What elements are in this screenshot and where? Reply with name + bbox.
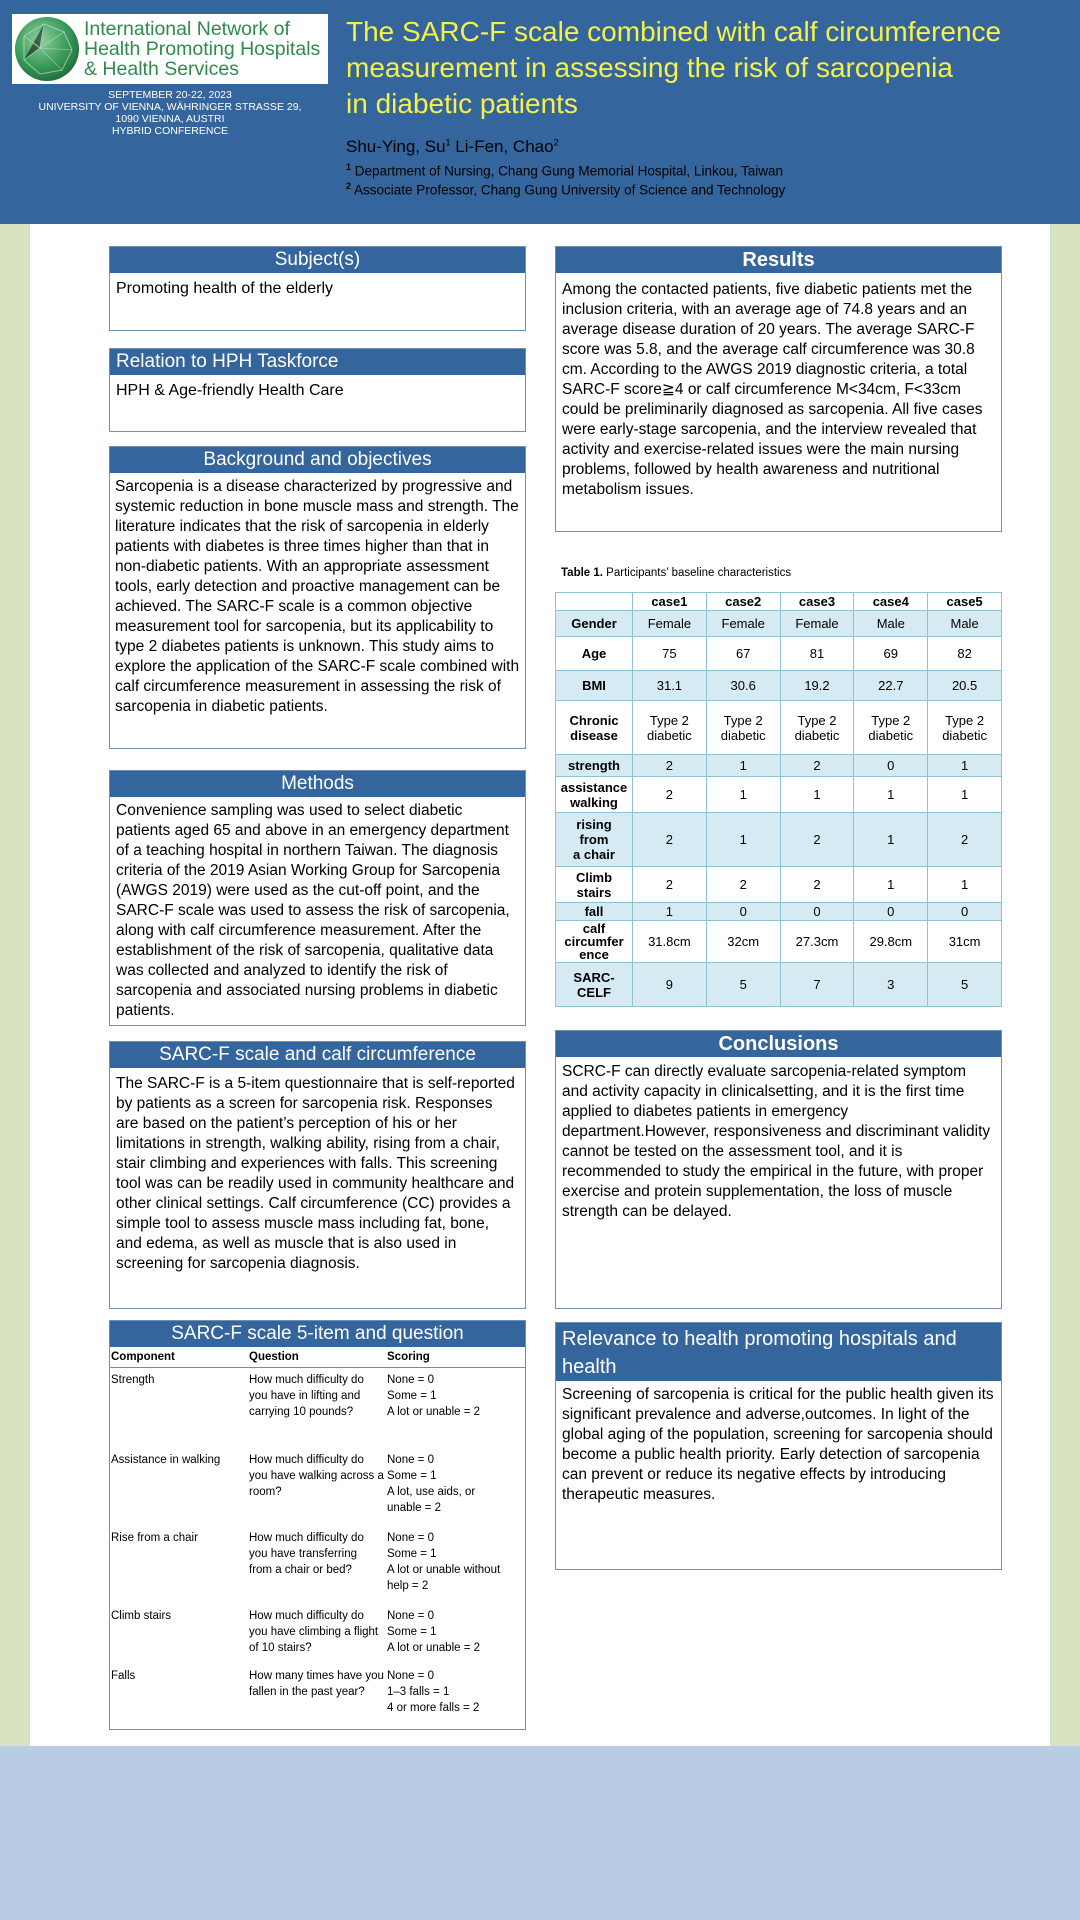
question-line: of 10 stairs? (249, 1641, 312, 1654)
conference-line: 1090 VIENNA, AUSTRI (115, 113, 225, 125)
question-cell (248, 1604, 386, 1664)
cell-line: Type 2 (945, 712, 985, 728)
logo-line: & Health Services (84, 58, 239, 80)
scoring-line: None = 0 (387, 1609, 434, 1622)
scoring-cell (386, 1368, 525, 1448)
table-row (110, 1664, 525, 1716)
row-label: Gender (556, 611, 633, 637)
conclusions-heading: Conclusions (556, 1031, 1001, 1057)
question-cell (248, 1448, 386, 1526)
scoring-cell (386, 1604, 525, 1664)
table-cell: 2 (780, 755, 854, 777)
table-cell: 1 (706, 813, 780, 867)
table-caption (561, 567, 791, 579)
characteristics-table (555, 592, 1002, 1007)
table-cell: 31.8cm (633, 921, 707, 963)
poster-header (0, 0, 1080, 224)
question-cell (248, 1526, 386, 1604)
case-header: case3 (780, 593, 854, 611)
table-cell: 5 (706, 963, 780, 1007)
row-label (556, 921, 633, 963)
table-cell: 2 (706, 867, 780, 903)
table-cell: 1 (706, 777, 780, 813)
table-row (556, 611, 1002, 637)
table-cell: 1 (780, 777, 854, 813)
side-band-right (1050, 224, 1080, 1746)
logo-line: Health Promoting Hospitals (84, 38, 321, 60)
poster-title (346, 14, 1046, 122)
table-cell: 19.2 (780, 671, 854, 701)
table-row (556, 921, 1002, 963)
affiliation (346, 181, 785, 198)
subject-heading: Subject(s) (110, 247, 525, 273)
row-label (556, 813, 633, 867)
scoring-line: A lot or unable without (387, 1563, 501, 1576)
scoring-line: Some = 1 (387, 1390, 437, 1402)
table-row (110, 1368, 525, 1448)
relevance-text: Screening of sarcopenia is critical for the public health given its significant prevalence and adverse,outcomes. In light of the global aging of the population, screening for sarcopenia should become a public health priority. Early detection of sarcopenia can prevent or reduce its negative effects by introducing therapeutic measures. (562, 1386, 994, 1503)
table-cell: 0 (854, 903, 928, 921)
table-cell: 3 (854, 963, 928, 1007)
cell-line: Type 2 (871, 712, 911, 728)
table-cell (633, 701, 707, 755)
relevance-heading: Relevance to health promoting hospitals and health (556, 1323, 1001, 1381)
table-cell: 1 (928, 777, 1002, 813)
table-cell (854, 701, 928, 755)
author-name: Li-Fen, Chao (455, 137, 554, 156)
table-row (556, 777, 1002, 813)
background-text: Sarcopenia is a disease characterized by progressive and systemic reduction in bone muscle mass and strength. The literature indicates that the risk of sarcopenia in elderly patients with diabetes is three times higher than that in non-diabetic patients. With an appropriate assessment tools, early detection and proactive management can be achieved. The SARC-F scale is a common objective measurement tool for sarcopenia, but its applicability to type 2 diabetes patients is unknown. This study aims to explore the application of the SARC-F scale combined with calf circumference measurement in assessing the risk of sarcopenia in diabetic patients. (115, 478, 520, 715)
table-cell: 1 (854, 867, 928, 903)
sarcf-calf-text: The SARC-F is a 5-item questionnaire that is self-reported by patients as a screen for sarcopenia risk. Responses are based on the patient’s perception of his or her limitations in strength, walking ability, rising from a chair, stair climbing and experiences with falls. This screening tool was can be readily used in community healthcare and other clinical settings. Calf circumference (CC) provides a simple tool to assess muscle mass including fat, bone, and edema, as well as muscle that is also used in screening for sarcopenia diagnosis. (116, 1075, 515, 1272)
table-row (110, 1604, 525, 1664)
table-row (556, 867, 1002, 903)
row-label-line: a chair (573, 847, 615, 862)
table-row (556, 755, 1002, 777)
table-cell: 5 (928, 963, 1002, 1007)
row-label: fall (556, 903, 633, 921)
results-panel (555, 246, 1002, 532)
results-heading: Results (556, 247, 1001, 273)
methods-text: Convenience sampling was used to select diabetic patients aged 65 and above in an emergency department of a teaching hospital in northern Taiwan. The diagnosis criteria of the 2019 Asian Working Group for Sarcopenia (AWGS 2019) were used as the cut-off point, and the SARC-F scale was used to assess the risk of sarcopenia, along with calf circumference measurement. After the establishment of the risk of sarcopenia, qualitative data was collected and analyzed to identify the risk of sarcopenia and associated nursing problems in diabetic patients. (116, 802, 510, 1019)
table-cell: 7 (780, 963, 854, 1007)
scoring-line: 1–3 falls = 1 (387, 1685, 450, 1698)
table-cell: 2 (780, 867, 854, 903)
question-line: you have in lifting and (249, 1390, 361, 1402)
column-header: Question (248, 1347, 386, 1368)
case-header: case1 (633, 593, 707, 611)
conference-line: SEPTEMBER 20-22, 2023 (108, 89, 232, 101)
table-row (556, 637, 1002, 671)
author-name: Shu-Ying, Su (346, 137, 446, 156)
table-cell: Male (854, 611, 928, 637)
table-row (556, 963, 1002, 1007)
scoring-line: A lot or unable = 2 (387, 1641, 481, 1654)
case-header: case4 (854, 593, 928, 611)
relation-heading: Relation to HPH Taskforce (110, 349, 525, 375)
scoring-line: Some = 1 (387, 1547, 437, 1560)
component-cell: Climb stairs (111, 1609, 172, 1622)
question-line: fallen in the past year? (249, 1685, 365, 1698)
cell-line: diabetic (646, 727, 692, 743)
scoring-cell (386, 1448, 525, 1526)
row-label-line: assistance (560, 779, 628, 795)
cell-line: diabetic (720, 727, 766, 743)
table-cell: 1 (928, 755, 1002, 777)
table-row (556, 903, 1002, 921)
methods-heading: Methods (110, 771, 525, 797)
relation-text: HPH & Age-friendly Health Care (116, 382, 344, 399)
methods-panel (109, 770, 526, 1026)
relevance-panel (555, 1322, 1002, 1570)
question-cell (248, 1368, 386, 1448)
scoring-cell (386, 1526, 525, 1604)
scoring-line: Some = 1 (387, 1625, 437, 1638)
table-cell: 0 (928, 903, 1002, 921)
table-cell: Male (928, 611, 1002, 637)
author-sup: 1 (445, 137, 451, 148)
scoring-line: None = 0 (387, 1669, 434, 1682)
table-cell: 29.8cm (854, 921, 928, 963)
table-cell: 0 (780, 903, 854, 921)
table-cell: Female (706, 611, 780, 637)
logo-text (84, 19, 320, 79)
question-cell (248, 1664, 386, 1716)
side-band-left (0, 224, 30, 1746)
background-panel (109, 446, 526, 749)
hph-logo (12, 14, 328, 84)
sarcf-items-table (110, 1347, 525, 1716)
sarcf-calf-heading: SARC-F scale and calf circumference (110, 1042, 525, 1068)
row-label-line: stairs (576, 884, 612, 900)
table-cell: 2 (928, 813, 1002, 867)
table-cell: 82 (928, 637, 1002, 671)
scoring-line: None = 0 (387, 1453, 434, 1466)
affiliation-mark: 2 (346, 181, 352, 191)
sarcf-calf-panel (109, 1041, 526, 1309)
table-cell: Female (780, 611, 854, 637)
table-cell: 2 (633, 777, 707, 813)
question-line: from a chair or bed? (249, 1563, 352, 1576)
question-line: room? (249, 1485, 282, 1498)
subject-panel (109, 246, 526, 331)
cell-line: Type 2 (649, 712, 689, 728)
table-row (556, 813, 1002, 867)
sarcf-items-panel (109, 1320, 526, 1730)
table-cell: 31cm (928, 921, 1002, 963)
scoring-line: Some = 1 (387, 1469, 437, 1482)
column-header: Component (110, 1347, 248, 1368)
question-line: How much difficulty do (249, 1374, 364, 1386)
scoring-line: A lot, use aids, or (387, 1485, 476, 1498)
component-cell: Strength (111, 1374, 155, 1386)
question-line: How much difficulty do (249, 1531, 364, 1544)
question-line: How much difficulty do (249, 1609, 364, 1622)
results-text: Among the contacted patients, five diabetic patients met the inclusion criteria, with an average age of 74.8 years and an average disease duration of 20 years. The average SARC-F score was 5.8, and the average calf circumference was 30.8 cm. According to the AWGS 2019 diagnostic criteria, a total SARC-F score≧4 or calf circumference M<34cm, F<33cm could be preliminarily diagnosed as sarcopenia. All five cases were early-stage sarcopenia, and the interview revealed that activity and exercise-related issues were the main nursing problems, followed by health awareness and nutritional metabolism issues. (562, 281, 983, 498)
row-label-line: calf (582, 921, 606, 936)
table-cell: 1 (928, 867, 1002, 903)
author-sup: 2 (553, 137, 559, 148)
table-row (110, 1526, 525, 1604)
row-label (556, 777, 633, 813)
table-cell: 81 (780, 637, 854, 671)
scoring-cell (386, 1664, 525, 1716)
table-cell: 69 (854, 637, 928, 671)
table-cell: 2 (633, 813, 707, 867)
row-label-line: rising (576, 817, 612, 832)
row-label (556, 963, 633, 1007)
sarcf-items-heading: SARC-F scale 5-item and question (110, 1321, 525, 1347)
component-cell: Falls (111, 1669, 136, 1682)
table-cell (706, 701, 780, 755)
table-cell: 0 (854, 755, 928, 777)
footer-band (0, 1746, 1080, 1920)
table-cell: 32cm (706, 921, 780, 963)
cell-line: diabetic (942, 727, 987, 743)
cell-line: Type 2 (723, 712, 763, 728)
corner-cell (556, 593, 633, 611)
question-line: you have walking across a (249, 1469, 384, 1482)
component-cell: Rise from a chair (111, 1531, 198, 1544)
row-label-line: SARC- (573, 969, 615, 985)
table-cell (780, 701, 854, 755)
title-line: in diabetic patients (346, 88, 578, 119)
row-label (556, 701, 633, 755)
row-label-line: Chronic (569, 712, 619, 728)
conference-line: UNIVERSITY OF VIENNA, WÄHRINGER STRASSE 29, (38, 101, 302, 113)
logo-line: International Network of (84, 18, 290, 40)
cell-line: diabetic (868, 727, 914, 743)
affiliation-text: Associate Professor, Chang Gung University of Science and Technology (354, 182, 786, 198)
table-header-row (110, 1347, 525, 1368)
table-cell: 75 (633, 637, 707, 671)
question-line: How many times have you (249, 1669, 384, 1682)
subject-text: Promoting health of the elderly (116, 280, 334, 297)
table-cell: 1 (854, 777, 928, 813)
scoring-line: None = 0 (387, 1374, 434, 1386)
cell-line: diabetic (794, 727, 840, 743)
conference-line: HYBRID CONFERENCE (111, 125, 229, 137)
row-label (556, 867, 633, 903)
row-label: BMI (556, 671, 633, 701)
scoring-line: unable = 2 (387, 1501, 442, 1514)
affiliation-mark: 1 (346, 162, 352, 172)
row-label-line: CELF (577, 984, 611, 1000)
table-cell: 9 (633, 963, 707, 1007)
row-label-line: Climb (575, 869, 613, 885)
question-line: carrying 10 pounds? (249, 1406, 354, 1418)
affiliation-text: Department of Nursing, Chang Gung Memorial Hospital, Linkou, Taiwan (354, 163, 783, 179)
affiliation (346, 162, 783, 179)
conclusions-panel (555, 1030, 1002, 1309)
table-cell: 67 (706, 637, 780, 671)
column-header: Scoring (386, 1347, 525, 1368)
row-label-line: from (579, 832, 609, 847)
table-cell: 31.1 (633, 671, 707, 701)
cell-line: Type 2 (797, 712, 837, 728)
table-row (556, 701, 1002, 755)
table-cell: Female (633, 611, 707, 637)
relation-panel (109, 348, 526, 432)
case-header: case5 (928, 593, 1002, 611)
table-cell: 30.6 (706, 671, 780, 701)
table-row (110, 1448, 525, 1526)
table-cell (928, 701, 1002, 755)
table-row (556, 671, 1002, 701)
caption-label: Table 1. (561, 567, 603, 579)
conclusions-text: SCRC-F can directly evaluate sarcopenia-related symptom and activity capacity in clinicalsetting, and it is the first time applied to diabetes patients in emergency department.However, responsiveness and discriminant validity cannot be tested on the assessment tool, and it is recommended to study the empirical in the future, with proper exercise and protein supplementation, the loss of muscle strength can be delayed. (562, 1063, 991, 1220)
table-cell: 2 (633, 755, 707, 777)
scoring-line: help = 2 (387, 1579, 429, 1592)
scoring-line: None = 0 (387, 1531, 434, 1544)
globe-icon (14, 16, 80, 82)
table-header-row (556, 593, 1002, 611)
table-cell: 2 (780, 813, 854, 867)
caption-text: Participants’ baseline characteristics (606, 567, 792, 579)
table-cell: 2 (633, 867, 707, 903)
table-cell: 22.7 (854, 671, 928, 701)
case-header: case2 (706, 593, 780, 611)
table-cell: 27.3cm (780, 921, 854, 963)
row-label-line: disease (570, 727, 618, 743)
scoring-line: 4 or more falls = 2 (387, 1701, 480, 1714)
table-cell: 1 (854, 813, 928, 867)
title-line: measurement in assessing the risk of sarcopenia (346, 52, 953, 83)
table-cell: 0 (706, 903, 780, 921)
question-line: you have transferring (249, 1547, 358, 1560)
table-cell: 1 (633, 903, 707, 921)
background-heading: Background and objectives (110, 447, 525, 473)
conference-info (12, 89, 328, 137)
table-cell: 20.5 (928, 671, 1002, 701)
title-line: The SARC-F scale combined with calf circumference (346, 16, 1002, 47)
component-cell: Assistance in walking (111, 1453, 221, 1466)
row-label-line: walking (570, 794, 618, 810)
row-label: strength (556, 755, 633, 777)
table-cell: 1 (706, 755, 780, 777)
row-label-line: ence (579, 947, 609, 962)
question-line: How much difficulty do (249, 1453, 364, 1466)
row-label: Age (556, 637, 633, 671)
question-line: you have climbing a flight (249, 1625, 379, 1638)
row-label-line: circumfer (564, 934, 624, 949)
scoring-line: A lot or unable = 2 (387, 1406, 481, 1418)
authors (346, 137, 559, 157)
